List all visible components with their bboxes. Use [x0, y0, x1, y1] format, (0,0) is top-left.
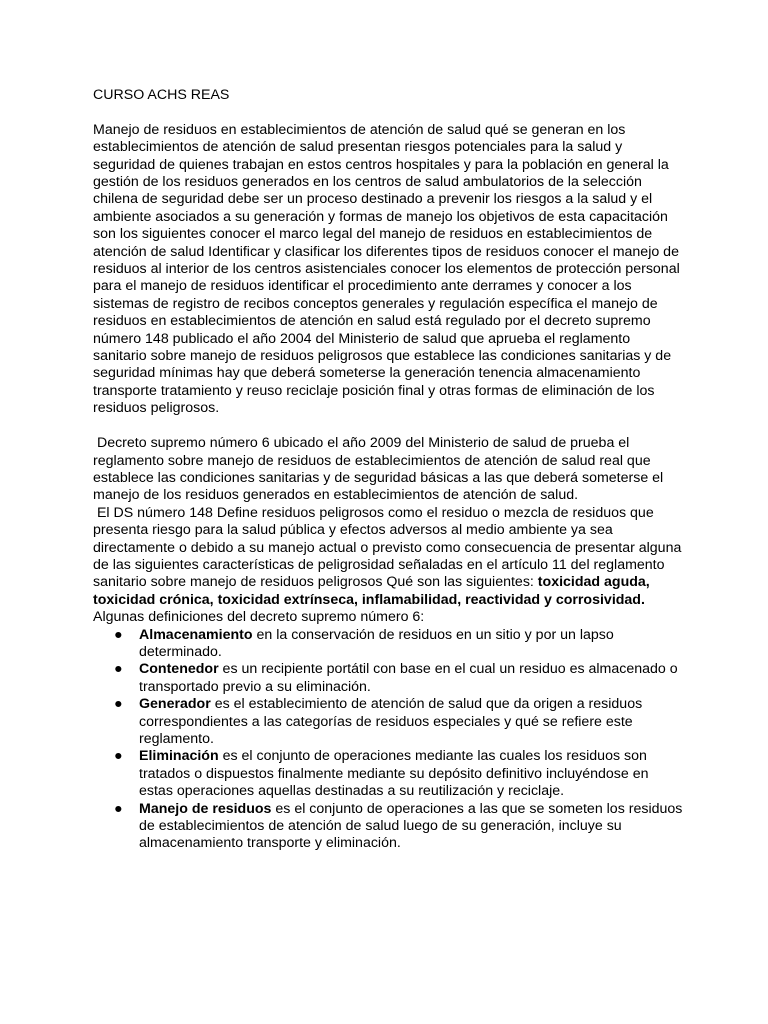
intro-paragraph: Manejo de residuos en establecimientos de atención de salud qué se generan en los establecimientos de atención de salud presentan riesgos potenciales para la salud y seguridad de quienes trabajan en estos centros hospitales y para la población en general la gestión de los residuos generados en los centros de salud ambulatorios de la selección chilena de seguridad debe ser un proceso destinado a prevenir los riesgos a la salud y el ambiente asociados a su generación y formas de manejo los objetivos de esta capacitación son los siguientes conocer el marco legal del manejo de residuos en establecimientos de atención de salud Identificar y clasificar los diferentes tipos de residuos conocer el manejo de residuos al interior de los centros asistenciales conocer los elementos de protección personal para el manejo de residuos identificar el procedimiento ante derrames y conocer a los sistemas de registro de recibos conceptos generales y regulación específica el manejo de residuos en establecimientos de atención en salud está regulado por el decreto supremo número 148 publicado el año 2004 del Ministerio de salud que aprueba el reglamento sanitario sobre manejo de residuos peligrosos que establece las condiciones sanitarias y de seguridad mínimas hay que deberá someterse la generación tenencia almacenamiento transporte tratamiento y reuso reciclaje posición final y otras formas de eliminación de los residuos peligrosos. — [93, 121, 680, 417]
list-item — [93, 627, 683, 662]
ds-148-characteristics: toxicidad aguda, toxicidad crónica, toxicidad extrínseca, inflamabilidad, reactividad y corrosividad. — [93, 574, 650, 608]
ds-148-paragraph — [93, 505, 683, 609]
decreto-6-text: Decreto supremo número 6 ubicado el año 2009 del Ministerio de salud de prueba el reglamento sobre manejo de residuos de establecimientos de atención de salud real que establece las condiciones sanitarias y de seguridad básicas a las que deberá someterse el manejo de los residuos generados en establecimientos de atención de salud. — [93, 435, 664, 504]
definition-text: es un recipiente portátil con base en el cual un residuo es almacenado o transportado previo a su eliminación. — [139, 661, 678, 695]
definitions-intro: Algunas definiciones del decreto supremo número 6: — [93, 609, 425, 626]
definition-term: Eliminación — [139, 748, 219, 765]
definition-text: en la conservación de residuos en un sitio y por un lapso determinado. — [139, 626, 614, 660]
document-body — [93, 87, 683, 853]
definition-text: es el establecimiento de atención de salud que da origen a residuos correspondientes a las categorías de residuos especiales y qué se refiere este reglamento. — [139, 696, 643, 747]
definition-term: Manejo de residuos — [139, 800, 272, 817]
definition-term: Generador — [139, 696, 211, 713]
paragraph-spacer — [93, 418, 683, 435]
bullet-icon: ● — [114, 661, 123, 678]
list-item — [93, 696, 683, 748]
list-item — [93, 661, 683, 696]
definition-term: Contenedor — [139, 661, 219, 678]
list-item — [93, 801, 683, 853]
ds-148-text: El DS número 148 Define residuos peligrosos como el residuo o mezcla de residuos que presenta riesgo para la salud pública y efectos adversos al medio ambiente ya sea directamente o debido a su manejo actual o previsto como consecuencia de presentar alguna de las siguientes características de peligrosidad señaladas en el artículo 11 del reglamento sanitario sobre manejo de residuos peligrosos Qué son las siguientes: — [93, 504, 682, 591]
definitions-list — [93, 627, 683, 853]
list-item — [93, 748, 683, 800]
definition-text: es el conjunto de operaciones a las que se someten los residuos de establecimientos de atención de salud luego de su generación, incluye su almacenamiento transporte y eliminación. — [139, 800, 683, 852]
bullet-icon: ● — [114, 626, 123, 643]
bullet-icon: ● — [114, 748, 123, 765]
definition-term: Almacenamiento — [139, 626, 253, 643]
bullet-icon: ● — [114, 800, 123, 817]
bullet-icon: ● — [114, 696, 123, 713]
decreto-6-paragraph — [93, 435, 683, 505]
document-title: CURSO ACHS REAS — [93, 87, 230, 103]
definition-text: es el conjunto de operaciones mediante las cuales los residuos son tratados o dispuestos finalmente mediante su depósito definitivo incluyéndose en estas operaciones aquellas destinadas a su reutilización y reciclaje. — [139, 748, 649, 800]
